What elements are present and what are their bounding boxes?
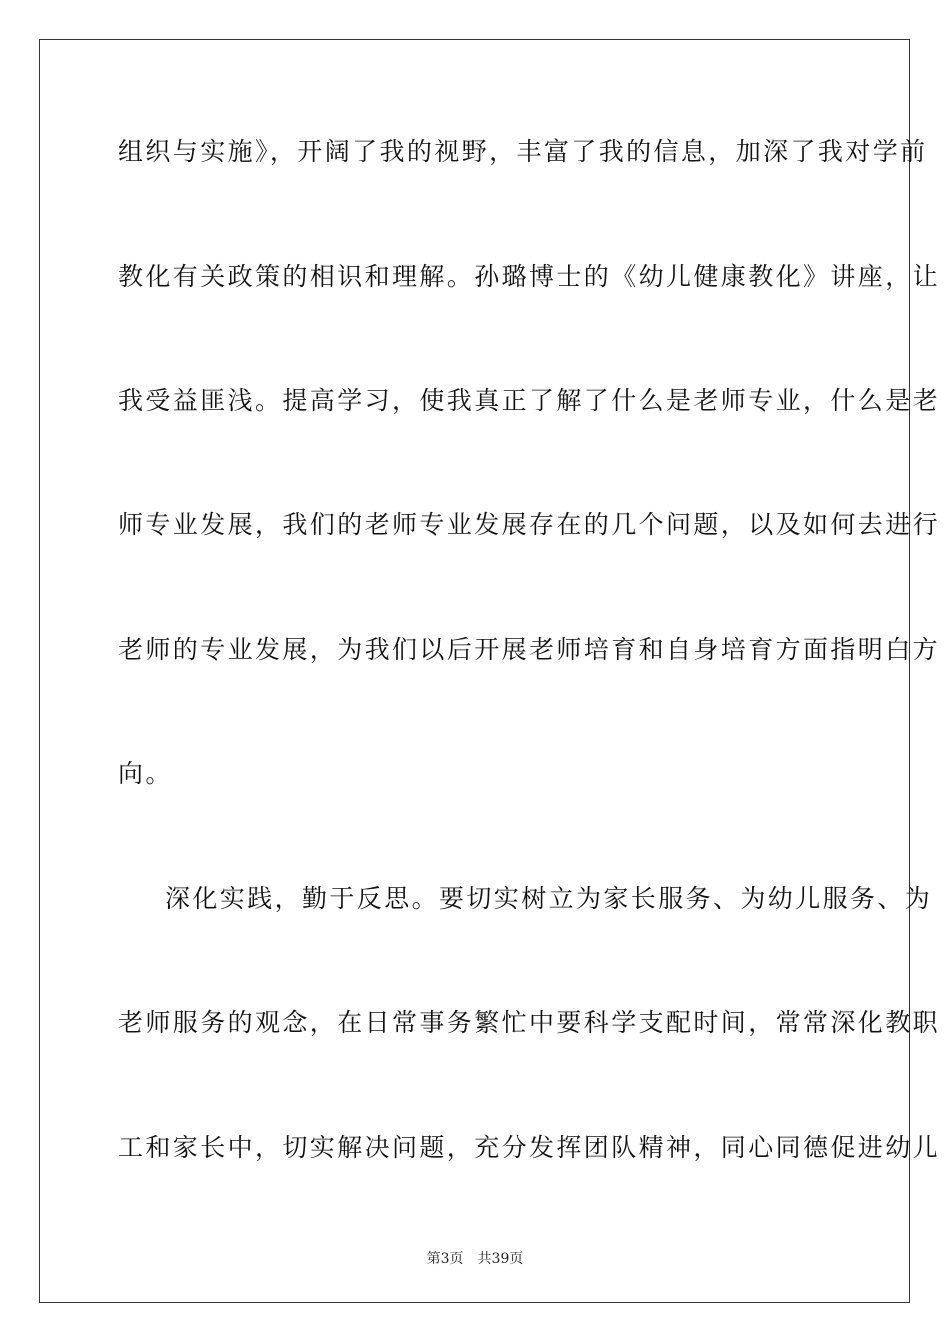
paragraph-line: 老师的专业发展，为我们以后开展老师培育和自身培育方面指明白方 — [118, 635, 941, 664]
paragraph-line: 工和家长中，切实解决问题，充分发挥团队精神，同心同德促进幼儿 — [118, 1133, 941, 1162]
paragraph-line: 组织与实施》，开阔了我的视野，丰富了我的信息，加深了我对学前 — [118, 137, 928, 166]
page-total: 共39页 — [477, 1251, 524, 1267]
paragraph-line: 师专业发展，我们的老师专业发展存在的几个问题，以及如何去进行 — [118, 510, 941, 539]
paragraph-line: 向。 — [118, 759, 173, 788]
paragraph-line: 我受益匪浅。提高学习，使我真正了解了什么是老师专业，什么是老 — [118, 386, 941, 415]
page-border — [39, 39, 941, 1303]
page-number: 第3页 — [426, 1251, 464, 1267]
paragraph-line: 教化有关政策的相识和理解。孙璐博士的《幼儿健康教化》讲座，让 — [118, 262, 941, 291]
page-footer — [0, 1248, 950, 1268]
paragraph-line: 老师服务的观念，在日常事务繁忙中要科学支配时间，常常深化教职 — [118, 1008, 941, 1037]
paragraph-line: 深化实践，勤于反思。要切实树立为家长服务、为幼儿服务、为 — [165, 884, 933, 913]
